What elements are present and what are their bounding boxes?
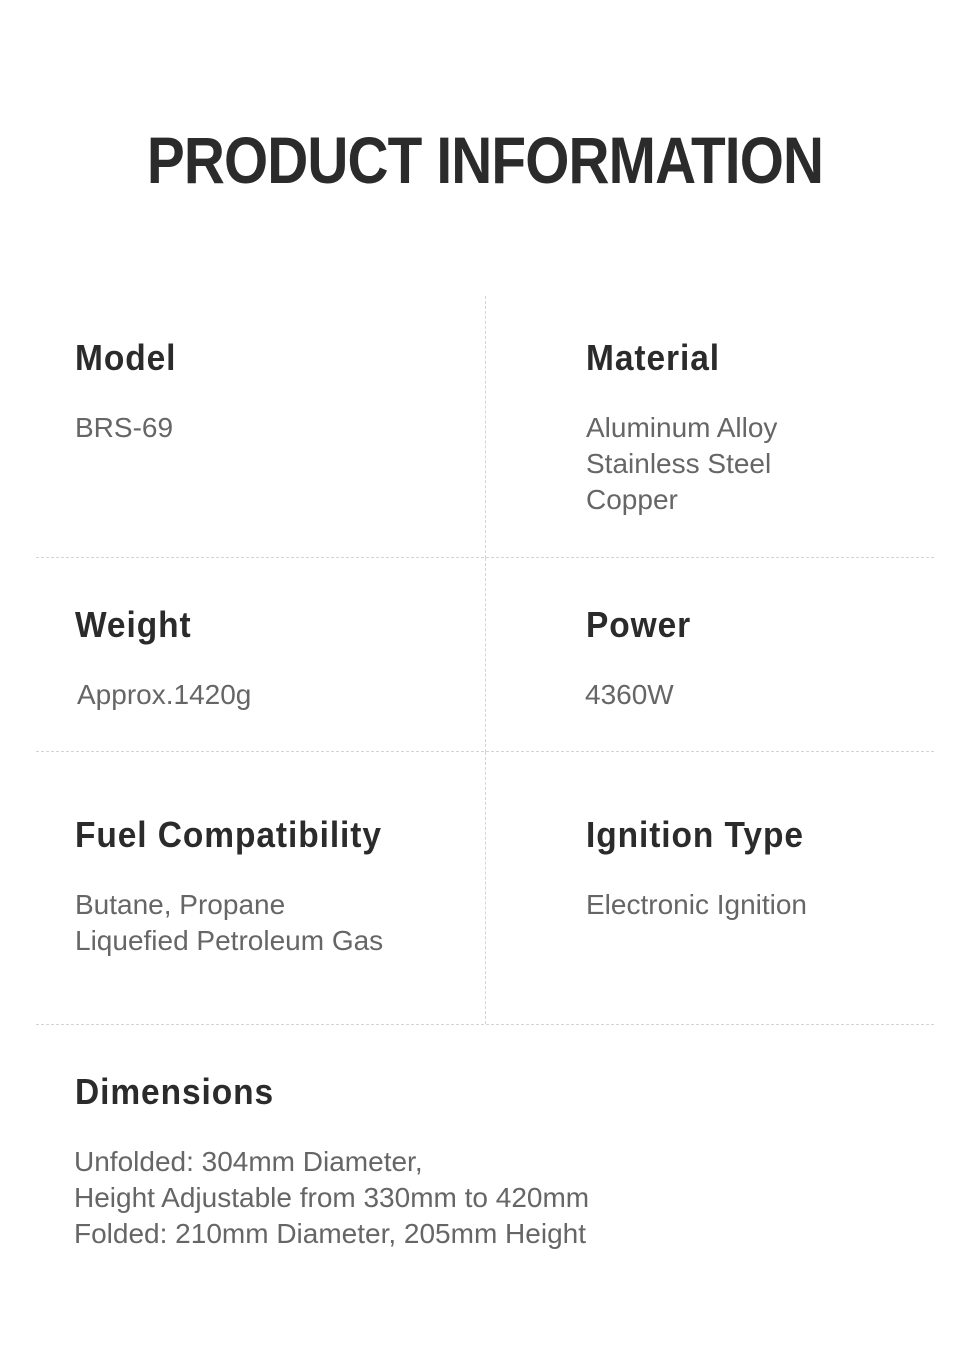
power-value [585, 677, 674, 713]
fuel-compatibility-value [75, 887, 383, 959]
dimensions-value-line: Height Adjustable from 330mm to 420mm [74, 1182, 590, 1213]
model-label: Model [75, 337, 177, 378]
model-value [75, 410, 173, 446]
row-divider-1 [36, 557, 934, 558]
material-value-line: Stainless Steel [586, 448, 772, 479]
fuel-compatibility-label: Fuel Compatibility [75, 814, 382, 855]
page-title: PRODUCT INFORMATION [146, 123, 824, 197]
material-value [586, 410, 777, 518]
dimensions-value [74, 1144, 589, 1252]
ignition-type-label: Ignition Type [586, 814, 804, 855]
material-value-line: Copper [586, 484, 678, 515]
ignition-type-value [586, 887, 807, 923]
ignition-type-value-line: Electronic Ignition [586, 889, 808, 920]
weight-value [77, 677, 251, 713]
fuel-compatibility-value-line: Liquefied Petroleum Gas [75, 925, 384, 956]
material-label: Material [586, 337, 720, 378]
power-value-line: 4360W [585, 679, 674, 710]
weight-label: Weight [75, 604, 192, 645]
column-divider-top [485, 296, 486, 558]
weight-value-line: Approx.1420g [77, 679, 252, 710]
fuel-compatibility-value-line: Butane, Propane [75, 889, 286, 920]
column-divider-middle [485, 558, 486, 752]
power-label: Power [586, 604, 692, 645]
dimensions-label: Dimensions [75, 1071, 275, 1112]
material-value-line: Aluminum Alloy [586, 412, 778, 443]
row-divider-3 [36, 1024, 934, 1025]
dimensions-value-line: Unfolded: 304mm Diameter, [74, 1146, 423, 1177]
model-value-line: BRS-69 [75, 412, 174, 443]
dimensions-value-line: Folded: 210mm Diameter, 205mm Height [74, 1218, 586, 1249]
column-divider-bottom [485, 752, 486, 1024]
row-divider-2 [36, 751, 934, 752]
